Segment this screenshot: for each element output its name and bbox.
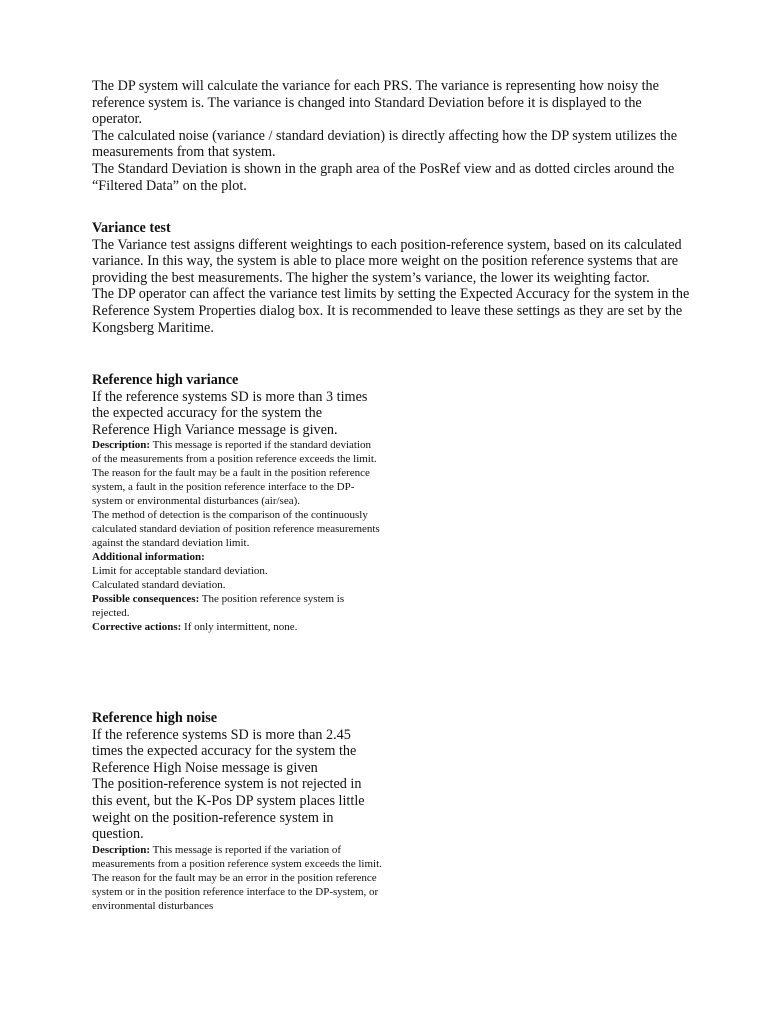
high-variance-description <box>92 438 382 466</box>
high-variance-consequences <box>92 592 382 620</box>
intro-paragraph: The calculated noise (variance / standard deviation) is directly affecting how the DP system utilizes the measurements from that system. <box>92 127 678 161</box>
intro-paragraph: The Standard Deviation is shown in the graph area of the PosRef view and as dotted circles around the “Filtered Data” on the plot. <box>92 160 675 194</box>
high-noise-description <box>92 843 382 871</box>
high-noise-reason: The reason for the fault may be an error in the position reference system or in the position reference interface to the DP-system, or environmental disturbances <box>92 871 379 912</box>
variance-test-paragraph: The Variance test assigns different weightings to each position-reference system, based on its calculated variance. In this way, the system is able to place more weight on the position reference systems that are providing the best measurements. The higher the system’s variance, the lower its weighting factor. <box>92 236 682 286</box>
additional-label: Additional information: <box>92 551 205 564</box>
high-variance-reason: The reason for the fault may be a fault in the position reference system, a fault in the position reference interface to the DP-system or environmental disturbances (air/sea). <box>92 467 370 508</box>
description-label: Description: <box>92 843 151 856</box>
variance-test-heading: Variance test <box>92 220 171 236</box>
additional-info-1: Limit for acceptable standard deviation. <box>92 565 268 578</box>
consequences-text: The position reference system is rejected. <box>92 593 345 620</box>
intro-section <box>92 78 692 194</box>
high-variance-corrective <box>92 620 382 634</box>
description-text: This message is reported if the standard deviation of the measurements from a position reference exceeds the limit. <box>92 439 377 466</box>
description-text: This message is reported if the variation of measurements from a position reference system exceeds the limit. <box>92 843 382 870</box>
variance-test-section <box>92 220 692 336</box>
variance-test-paragraph: The DP operator can affect the variance test limits by setting the Expected Accuracy for the system in the Reference System Properties dialog box. It is recommended to leave these settings as they are set by the Kongsberg Maritime. <box>92 286 690 336</box>
corrective-text: If only intermittent, none. <box>181 621 298 634</box>
consequences-label: Possible consequences: <box>92 593 200 606</box>
description-label: Description: <box>92 439 151 452</box>
high-noise-section <box>92 710 392 913</box>
high-noise-summary: The position-reference system is not rejected in this event, but the K-Pos DP system places little weight on the position-reference system in question. <box>92 776 365 843</box>
high-noise-summary: If the reference systems SD is more than 2.45 times the expected accuracy for the system the Reference High Noise message is given <box>92 726 357 776</box>
intro-paragraph: The DP system will calculate the variance for each PRS. The variance is representing how noisy the reference system is. The variance is changed into Standard Deviation before it is displayed to the operator. <box>92 78 659 128</box>
high-variance-heading: Reference high variance <box>92 372 239 388</box>
corrective-label: Corrective actions: <box>92 621 182 634</box>
high-variance-method: The method of detection is the comparison of the continuously calculated standard deviation of position reference measurements against the standard deviation limit. <box>92 509 380 550</box>
additional-info-label <box>92 550 382 564</box>
additional-info-2: Calculated standard deviation. <box>92 579 226 592</box>
high-variance-summary: If the reference systems SD is more than 3 times the expected accuracy for the system the Reference High Variance message is given. <box>92 388 368 438</box>
high-variance-section <box>92 372 392 634</box>
high-noise-heading: Reference high noise <box>92 710 218 726</box>
